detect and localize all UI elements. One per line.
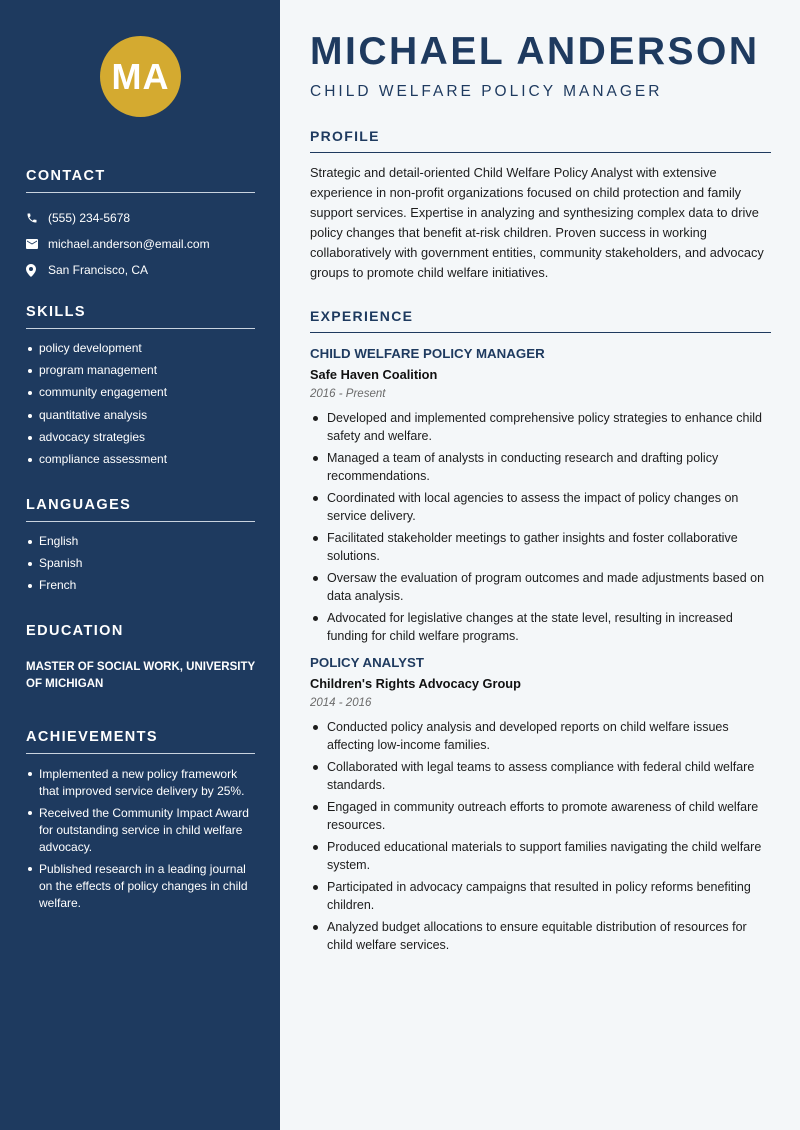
achievements-list <box>26 766 255 912</box>
candidate-name: MICHAEL ANDERSON <box>310 30 760 73</box>
education-heading: EDUCATION <box>26 623 124 639</box>
skill-item: community engagement <box>26 385 255 400</box>
job-bullet: Oversaw the evaluation of program outcomes and made adjustments based on data analysis. <box>310 569 771 605</box>
skills-section <box>26 304 255 474</box>
job-dates: 2016 - Present <box>310 388 386 400</box>
skill-item: policy development <box>26 341 255 356</box>
avatar: MA <box>100 36 181 117</box>
job-bullet: Analyzed budget allocations to ensure equitable distribution of resources for child welfare services. <box>310 918 771 954</box>
location-pin-icon <box>26 264 48 277</box>
language-item: French <box>26 578 255 593</box>
job-title: CHILD WELFARE POLICY MANAGER <box>310 346 545 361</box>
language-item: English <box>26 534 255 549</box>
job-bullet: Managed a team of analysts in conducting research and drafting policy recommendations. <box>310 449 771 485</box>
job-bullet: Advocated for legislative changes at the state level, resulting in increased funding for child welfare programs. <box>310 609 771 645</box>
job-bullet: Facilitated stakeholder meetings to gather insights and foster collaborative solutions. <box>310 529 771 565</box>
phone-icon <box>26 212 48 224</box>
job-bullet: Developed and implemented comprehensive policy strategies to enhance child safety and welfare. <box>310 409 771 445</box>
job-title: POLICY ANALYST <box>310 655 425 670</box>
job-bullet: Coordinated with local agencies to assess the impact of policy changes on service delivery. <box>310 489 771 525</box>
skills-heading: SKILLS <box>26 304 255 329</box>
languages-list <box>26 534 255 593</box>
location-text: San Francisco, CA <box>48 263 149 277</box>
email-text: michael.anderson@email.com <box>48 237 210 251</box>
contact-email <box>26 231 255 257</box>
profile-heading: PROFILE <box>310 128 771 153</box>
main-content <box>280 0 800 1130</box>
achievements-heading: ACHIEVEMENTS <box>26 729 255 754</box>
skill-item: program management <box>26 363 255 378</box>
job-dates: 2014 - 2016 <box>310 697 372 709</box>
skill-item: advocacy strategies <box>26 430 255 445</box>
education-degree: MASTER OF SOCIAL WORK, UNIVERSITY OF MICHIGAN <box>26 661 255 690</box>
education-section <box>26 623 255 693</box>
job-entry <box>310 346 771 645</box>
achievement-item: Received the Community Impact Award for outstanding service in child welfare advocacy. <box>26 805 255 856</box>
contact-location <box>26 257 255 283</box>
skill-item: quantitative analysis <box>26 408 255 423</box>
experience-heading: EXPERIENCE <box>310 308 771 333</box>
candidate-title: CHILD WELFARE POLICY MANAGER <box>310 83 663 100</box>
sidebar <box>0 0 280 1130</box>
job-bullet: Engaged in community outreach efforts to promote awareness of child welfare resources. <box>310 798 771 834</box>
achievement-item: Implemented a new policy framework that improved service delivery by 25%. <box>26 766 255 800</box>
languages-section <box>26 497 255 601</box>
achievement-item: Published research in a leading journal on the effects of policy changes in child welfare. <box>26 861 255 912</box>
languages-heading: LANGUAGES <box>26 497 255 522</box>
job-company: Children's Rights Advocacy Group <box>310 676 521 691</box>
skill-item: compliance assessment <box>26 452 255 467</box>
skills-list <box>26 341 255 467</box>
profile-text: Strategic and detail-oriented Child Welfare Policy Analyst with extensive experience in non-profit organizations focused on child protection and family support services. Expertise in analyzing and synthesizing complex data to drive policy changes that benefit at-risk children. Proven success in working collaboratively with government entities, community stakeholders, and advocacy groups to promote child welfare initiatives. <box>310 165 764 280</box>
language-item: Spanish <box>26 556 255 571</box>
mail-icon <box>26 239 48 249</box>
job-bullets <box>310 718 771 954</box>
job-bullet: Produced educational materials to support families navigating the child welfare system. <box>310 838 771 874</box>
contact-phone <box>26 205 255 231</box>
job-company: Safe Haven Coalition <box>310 367 438 382</box>
phone-text: (555) 234-5678 <box>48 211 131 225</box>
job-bullet: Participated in advocacy campaigns that resulted in policy reforms benefiting children. <box>310 878 771 914</box>
job-bullet: Conducted policy analysis and developed reports on child welfare issues affecting low-income families. <box>310 718 771 754</box>
profile-section <box>310 128 771 283</box>
contact-section <box>26 168 255 283</box>
job-entry <box>310 655 771 954</box>
experience-section <box>310 308 771 958</box>
job-bullet: Collaborated with legal teams to assess compliance with federal child welfare standards. <box>310 758 771 794</box>
achievements-section <box>26 729 255 917</box>
job-bullets <box>310 409 771 645</box>
contact-heading: CONTACT <box>26 168 255 193</box>
